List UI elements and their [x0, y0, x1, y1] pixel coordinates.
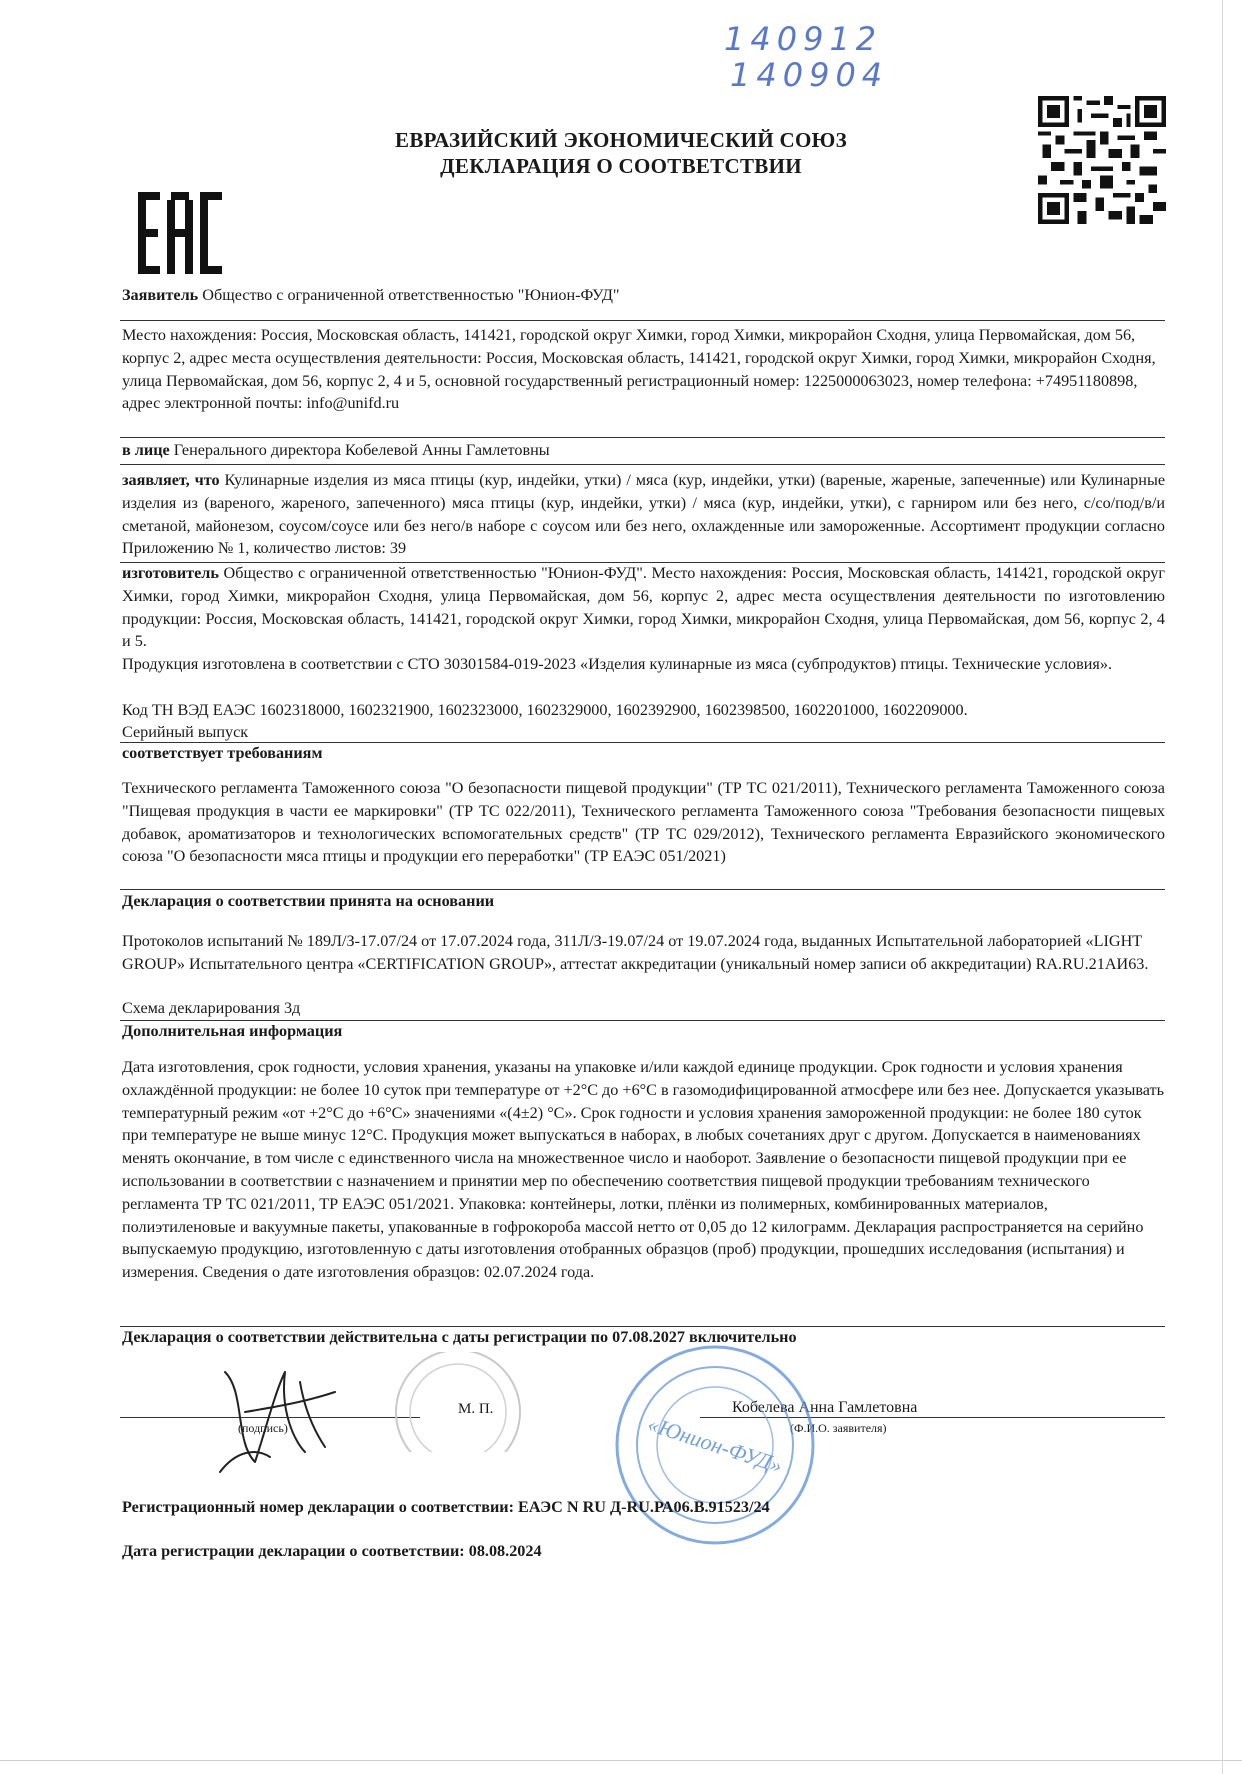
handwritten-number-2: 140904 [730, 56, 889, 94]
signature-caption: (подпись) [238, 1421, 288, 1435]
page-edge [1222, 0, 1223, 1774]
manufacturer-text: Общество с ограниченной ответственностью "Юнион-ФУД". Место нахождения: Россия, Московская область, 141421, городской округ Химки, город Химки, микрорайон Сходня, улица Первомайская, дом 56, корпус 2, адрес места осуществления деятельности по изготовлению продукции: Россия, Московская область, 141421, городской округ Химки, город Химки, микрорайон Сходня, улица Первомайская, дом 56, корпус 2, 4 и 5. [122, 564, 1165, 651]
applicant-label: Заявитель [122, 286, 199, 304]
eac-logo [138, 192, 222, 274]
additional-heading: Дополнительная информация [122, 1022, 343, 1040]
representative-line [122, 439, 1165, 462]
manufacturer-standard: Продукция изготовлена в соответствии с СТО 30301584-019-2023 «Изделия кулинарные из мяса (субпродуктов) птицы. Технические условия». [122, 655, 1113, 673]
declares-text: Кулинарные изделия из мяса птицы (кур, индейки, утки) / мяса (кур, индейки, утки) (вареные, жареные, запеченные) или Кулинарные изделия из (вареного, жареного, запеченного) мяса птицы (кур, индейки, утки) / мяса (кур, индейки, утки), с гарниром или без него, с/со/под/в/и сметаной, майонезом, соусом/соусе или без него/в наборе с соусом или без него, охлажденные или замороженные. Ассортимент продукции согласно Приложению № 1, количество листов: 39 [122, 471, 1165, 558]
document-title: ДЕКЛАРАЦИЯ О СООТВЕТСТВИИ [440, 154, 802, 178]
registration-number: Регистрационный номер декларации о соответствии: ЕАЭС N RU Д-RU.РА06.В.91523/24 [122, 1498, 770, 1516]
declaration-scheme: Схема декларирования 3д [122, 999, 301, 1017]
name-caption: (Ф.И.О. заявителя) [790, 1421, 887, 1435]
divider [120, 437, 1165, 438]
applicant-name: Общество с ограниченной ответственностью "Юнион-ФУД" [202, 286, 620, 304]
manufacturer-block [122, 562, 1165, 653]
handwritten-number-1: 140912 [724, 20, 883, 58]
applicant-address: Место нахождения: Россия, Московская область, 141421, городской округ Химки, город Химки, микрорайон Сходня, улица Первомайская, дом 56, корпус 2, адрес места осуществления деятельности: Россия, Московская область, 141421, городской округ Химки, город Химки, микрорайон Сходня, улица Первомайская, дом 56, корпус 2, 4 и 5, основной государственный регистрационный номер: 1225000063023, номер телефона: +74951180898, адрес электронной почты: info@unifd.ru [122, 326, 1156, 413]
hs-codes: Код ТН ВЭД ЕАЭС 1602318000, 1602321900, 1602323000, 1602329000, 1602392900, 1602398500, 1602201000, 1602209000. [122, 701, 968, 719]
divider [120, 1326, 1165, 1327]
representative-name: Генерального директора Кобелевой Анны Гамлетовны [173, 441, 550, 459]
divider [120, 742, 1165, 743]
company-stamp [610, 1340, 820, 1550]
seal-place-label: М. П. [458, 1401, 494, 1417]
stamp-company-name: «Юнион-ФУД» [644, 1411, 786, 1479]
union-title: ЕВРАЗИЙСКИЙ ЭКОНОМИЧЕСКИЙ СОЮЗ [395, 128, 847, 152]
validity-statement: Декларация о соответствии действительна с даты регистрации по 07.08.2027 включительно [122, 1328, 797, 1346]
divider [120, 464, 1165, 465]
divider [120, 889, 1165, 890]
additional-text: Дата изготовления, срок годности, условия хранения, указаны на упаковке и/или каждой единице продукции. Срок годности и условия хранения охлаждённой продукции: не более 10 суток при температуре от +2°С до +6°С в газомодифицированной атмосфере или без нее. Допускается указывать температурный режим «от +2°С до +6°С» значениями «(4±2) °С». Срок годности и условия хранения замороженной продукции: не более 180 суток при температуре не выше минус 12°С. Продукция может выпускаться в наборах, в любых сочетаниях друг с другом. Допускается в наименованиях менять окончание, в том числе с единственного числа на множественное число и наоборот. Заявление о безопасности пищевой продукции при ее использовании в соответствии с назначением и принятии мер по обеспечению соответствия пищевой продукции требованиям технического регламента ТР ТС 021/2011, ТР ЕАЭС 051/2021. Упаковка: контейнеры, лотки, плёнки из полимерных, комбинированных материалов, полиэтиленовые и вакуумные пакеты, упакованные в гофрокороба массой нетто от 0,05 до 12 килограмм. Декларация распространяется на серийно выпускаемую продукцию, изготовленную с даты изготовления отобранных образцов (проб) продукции, прошедших исследования (испытания) и измерения. Сведения о дате изготовления образцов: 02.07.2024 года. [122, 1058, 1164, 1282]
basis-heading: Декларация о соответствии принята на основании [122, 892, 495, 910]
qr-code [1038, 96, 1166, 224]
page-edge [0, 1760, 1242, 1761]
requirements-heading: соответствует требованиям [122, 744, 323, 762]
basis-text: Протоколов испытаний № 189Л/З-17.07/24 от 17.07.2024 года, 311Л/З-19.07/24 от 19.07.2024 года, выданных Испытательной лабораторией «LIGHT GROUP» Испытательного центра «CERTIFICATION GROUP», аттестат аккредитации (уникальный номер записи об аккредитации) RA.RU.21АИ63. [122, 932, 1149, 973]
representative-label: в лице [122, 441, 170, 459]
registration-date: Дата регистрации декларации о соответствии: 08.08.2024 [122, 1542, 542, 1560]
divider [120, 1020, 1165, 1021]
manufacturer-label: изготовитель [122, 564, 219, 582]
applicant-fullname: Кобелева Анна Гамлетовна [732, 1399, 918, 1416]
faded-seal [378, 1352, 538, 1452]
divider [120, 320, 1165, 321]
requirements-text: Технического регламента Таможенного союза "О безопасности пищевой продукции" (ТР ТС 021/2011), Технического регламента Таможенного союза "Пищевая продукция в части ее маркировки" (ТР ТС 022/2011), Технического регламента Таможенного союза "Требования безопасности пищевых добавок, ароматизаторов и технологических вспомогательных средств" (ТР ТС 029/2012), Технического регламента Евразийского экономического союза "О безопасности мяса птицы и продукции его переработки" (ТР ЕАЭС 051/2021) [122, 779, 1165, 866]
handwritten-signature [205, 1352, 355, 1482]
applicant-line [122, 284, 1165, 307]
release-type: Серийный выпуск [122, 723, 249, 741]
declaration-subject [122, 469, 1165, 560]
declares-label: заявляет, что [122, 471, 220, 489]
